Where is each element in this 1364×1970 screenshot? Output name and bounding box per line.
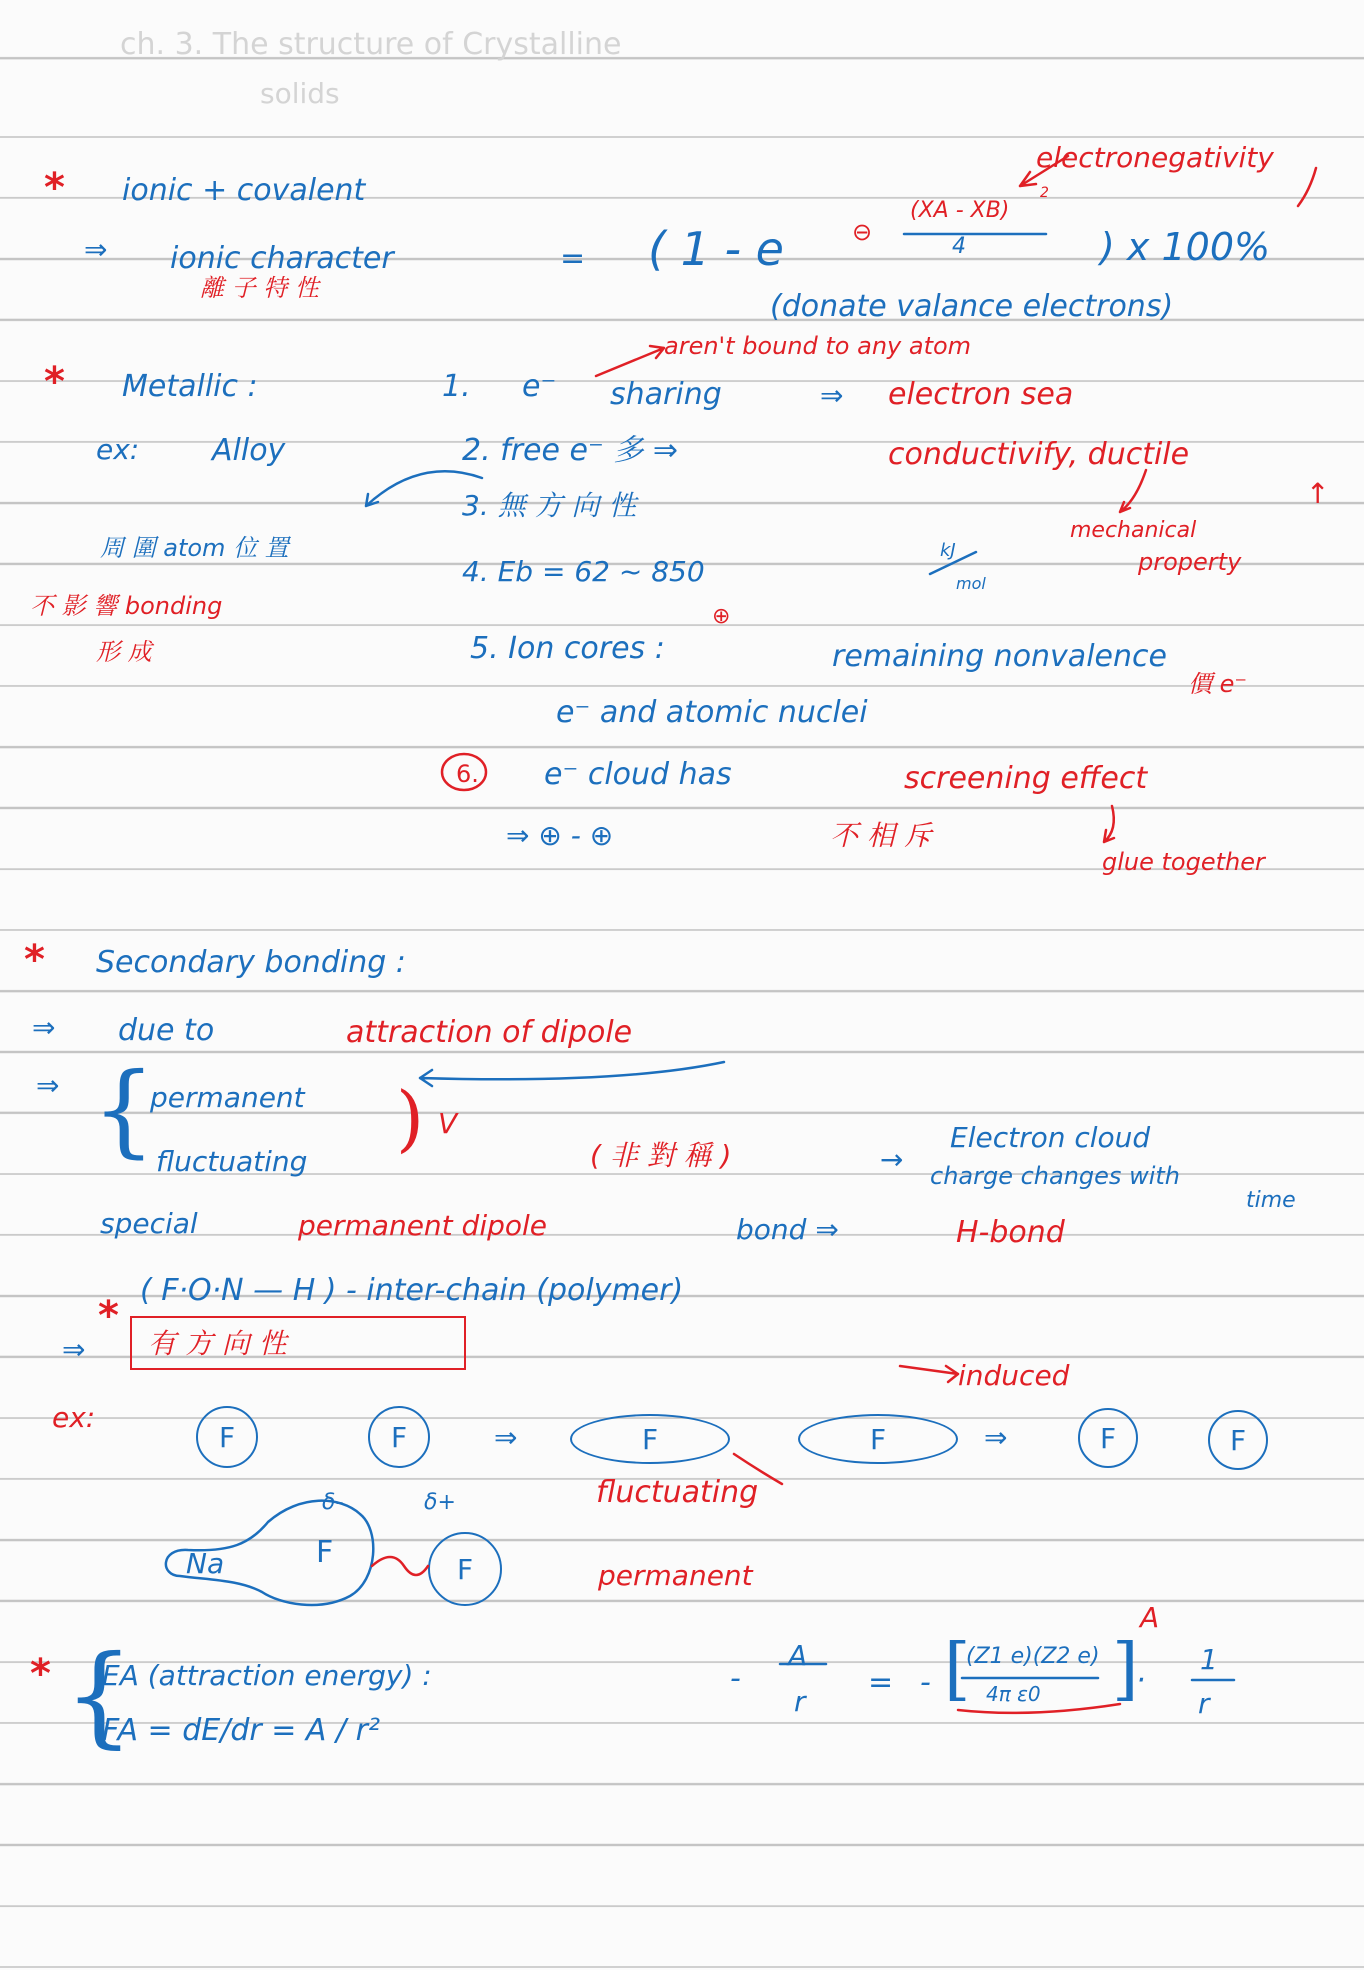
one-numerator: 1 — [1200, 1643, 1218, 1676]
exponent-denominator: 4 — [952, 234, 966, 259]
up-arrow: ↑ — [1306, 477, 1330, 510]
f-atom-label: F — [1099, 1421, 1117, 1455]
donate-valence-note: (donate valance electrons) — [770, 289, 1174, 324]
exponent-square: 2 — [1040, 185, 1049, 201]
attraction-energy-line: EA (attraction energy) : — [102, 1659, 432, 1692]
secondary-heading: Secondary bonding : — [96, 945, 406, 980]
coulomb-denominator: 4π ε0 — [986, 1682, 1041, 1706]
ion-cores-label: 5. Ion cores : — [470, 631, 665, 666]
electron-cloud-text: e⁻ cloud has — [544, 757, 732, 792]
due-to-text: due to — [118, 1013, 215, 1048]
permanent-dipole-term: permanent dipole — [298, 1209, 548, 1242]
ea-r-denominator: r — [794, 1685, 806, 1718]
point-6-number: 6. — [456, 760, 479, 788]
screening-to-glue-arrow — [1104, 806, 1114, 842]
bracket-left: [ — [944, 1630, 971, 1709]
fluctuating-bracket: ) — [396, 1076, 425, 1160]
induced-arrow — [900, 1366, 958, 1382]
naf-f-label: F — [316, 1535, 334, 1570]
due-arrow: ⇒ — [32, 1011, 56, 1044]
implies-arrow: ⇒ — [84, 233, 108, 266]
hydrogen-bond-term: H-bond — [956, 1215, 1065, 1250]
fluctuating-dipole-type: fluctuating — [156, 1145, 308, 1178]
fluctuation-arrow: ⇒ — [494, 1421, 518, 1454]
f-atom-label: F — [218, 1420, 236, 1454]
f-atom-distorted-2 — [798, 1414, 958, 1464]
mechanical-label: mechanical — [1070, 518, 1197, 543]
f-atom-label: F — [1229, 1423, 1247, 1457]
permanent-dipole-type: permanent — [150, 1081, 305, 1114]
example-f-label: ex: — [52, 1401, 96, 1434]
ea-equals-minus: - — [920, 1665, 931, 1700]
f-atom-4 — [1208, 1410, 1268, 1470]
ion-cores-text: remaining nonvalence — [832, 639, 1167, 674]
delta-plus: δ+ — [424, 1490, 456, 1515]
plus-circle-mark: ⊕ — [712, 604, 731, 629]
f-atom-label: F — [456, 1552, 474, 1586]
no-repulsion-symbols: ⇒ ⊕ - ⊕ — [506, 819, 614, 852]
property-label: property — [1138, 548, 1242, 576]
directional-arrow: ⇒ — [62, 1333, 86, 1366]
f-atom-label: F — [869, 1422, 887, 1456]
equals-sign: = — [560, 241, 586, 276]
metallic-point-3: 3. 無 方 向 性 — [462, 489, 637, 522]
multiply-dot: · — [1136, 1663, 1146, 1698]
check-mark: V — [438, 1107, 458, 1140]
metallic-point-1-sharing: sharing — [610, 377, 722, 412]
star-bullet-secondary: * — [24, 937, 45, 983]
valence-electron-chinese: 價 e⁻ — [1188, 670, 1248, 698]
ionic-character-chinese: 離 子 特 性 — [200, 274, 319, 302]
exponent-numerator: (XA - XB) — [910, 198, 1010, 223]
metallic-heading: Metallic : — [122, 369, 258, 404]
sharing-to-not-bound-arrow — [596, 346, 664, 376]
conductivity-term: conductivify, ductile — [888, 437, 1190, 472]
ghost-subheading: solids — [260, 77, 340, 110]
metallic-point-1-arrow: ⇒ — [820, 379, 844, 412]
metallic-point-4: 4. Eb = 62 ~ 850 — [462, 555, 705, 588]
asymmetric-chinese: ( 非 對 稱 ) — [590, 1139, 732, 1172]
alloy-example: Alloy — [212, 433, 286, 468]
attraction-force-line: FA = dE/dr = A / r² — [102, 1713, 380, 1748]
attraction-arrow: ⇒ — [984, 1421, 1008, 1454]
star-bullet-ionic: * — [44, 165, 65, 211]
formation-note: 形 成 — [96, 638, 152, 666]
no-repulsion-chinese: 不 相 斥 — [830, 819, 932, 852]
electron-sea-term: electron sea — [888, 377, 1074, 412]
bond-arrow: bond ⇒ — [736, 1213, 839, 1246]
atomic-nuclei-text: e⁻ and atomic nuclei — [556, 695, 868, 730]
bonding-unaffected-note: 不 影 響 bonding — [30, 592, 223, 620]
dipole-types-arrow: ⇒ — [36, 1069, 60, 1102]
screening-effect-term: screening effect — [904, 761, 1148, 796]
ea-minus: - — [730, 1661, 741, 1696]
delta-minus: δ- — [322, 1490, 344, 1515]
atom-position-note: 周 圍 atom 位 置 — [100, 534, 289, 562]
unit-denominator: mol — [956, 574, 986, 593]
metallic-point-2: 2. free e⁻ 多 ⇒ — [462, 433, 679, 468]
formula-open: ( 1 - e — [648, 222, 784, 276]
f-atom-2 — [368, 1406, 430, 1468]
dipole-types-brace: { — [92, 1051, 156, 1168]
coulomb-numerator: (Z1 e)(Z2 e) — [966, 1644, 1100, 1669]
glue-together-note: glue together — [1102, 848, 1265, 876]
ea-a-numerator: A — [788, 1639, 808, 1672]
naf-bond-wave — [372, 1557, 428, 1575]
induced-label: induced — [958, 1359, 1070, 1392]
ionic-character-term: ionic character — [170, 241, 394, 276]
electronegativity-label: electronegativity — [1036, 141, 1274, 174]
dipole-to-permanent-arrow — [420, 1062, 724, 1086]
na-atom-label: Na — [186, 1547, 225, 1580]
fon-h-inter-chain: ( F·O·N — H ) - inter-chain (polymer) — [140, 1273, 684, 1308]
minus-circle-sign: ⊖ — [852, 218, 873, 246]
example-label: ex: — [96, 433, 140, 466]
star-mark-directional: * — [98, 1293, 119, 1339]
leads-to-arrow: → — [880, 1143, 904, 1176]
metallic-point-1-number: 1. — [442, 369, 471, 404]
f-atom-distorted-1 — [570, 1414, 730, 1464]
ductile-to-mechanical-arrow — [1120, 470, 1146, 512]
metallic-point-1-electron: e⁻ — [522, 369, 557, 404]
charge-changes-note: charge changes with — [930, 1162, 1180, 1190]
formula-close: ) x 100% — [1100, 225, 1271, 269]
attraction-of-dipole: attraction of dipole — [346, 1015, 633, 1050]
permanent-label: permanent — [598, 1559, 753, 1592]
time-note: time — [1246, 1188, 1296, 1213]
f-atom-label: F — [390, 1420, 408, 1454]
fluctuating-label: fluctuating — [596, 1475, 759, 1510]
a-superscript: A — [1140, 1601, 1160, 1634]
ghost-heading: ch. 3. The structure of Crystalline — [120, 27, 622, 62]
ea-equals: = — [868, 1665, 894, 1700]
directional-chinese: 有 方 向 性 — [148, 1327, 287, 1360]
bracket-right: ] — [1112, 1630, 1139, 1709]
f-atom-3 — [1078, 1408, 1138, 1468]
unit-numerator: kJ — [940, 540, 956, 561]
electronegativity-connector — [1298, 168, 1316, 206]
f-atom-1 — [196, 1406, 258, 1468]
f-atom-label: F — [641, 1422, 659, 1456]
not-bound-note: aren't bound to any atom — [664, 332, 972, 360]
special-label: special — [100, 1207, 198, 1240]
one-over-r-denominator: r — [1198, 1687, 1210, 1720]
energy-brace: { — [64, 1631, 134, 1759]
star-bullet-energy: * — [30, 1651, 51, 1697]
f-atom-5 — [428, 1532, 502, 1606]
electron-cloud-note: Electron cloud — [950, 1121, 1151, 1154]
ionic-heading: ionic + covalent — [122, 173, 366, 208]
star-bullet-metallic: * — [44, 359, 65, 405]
